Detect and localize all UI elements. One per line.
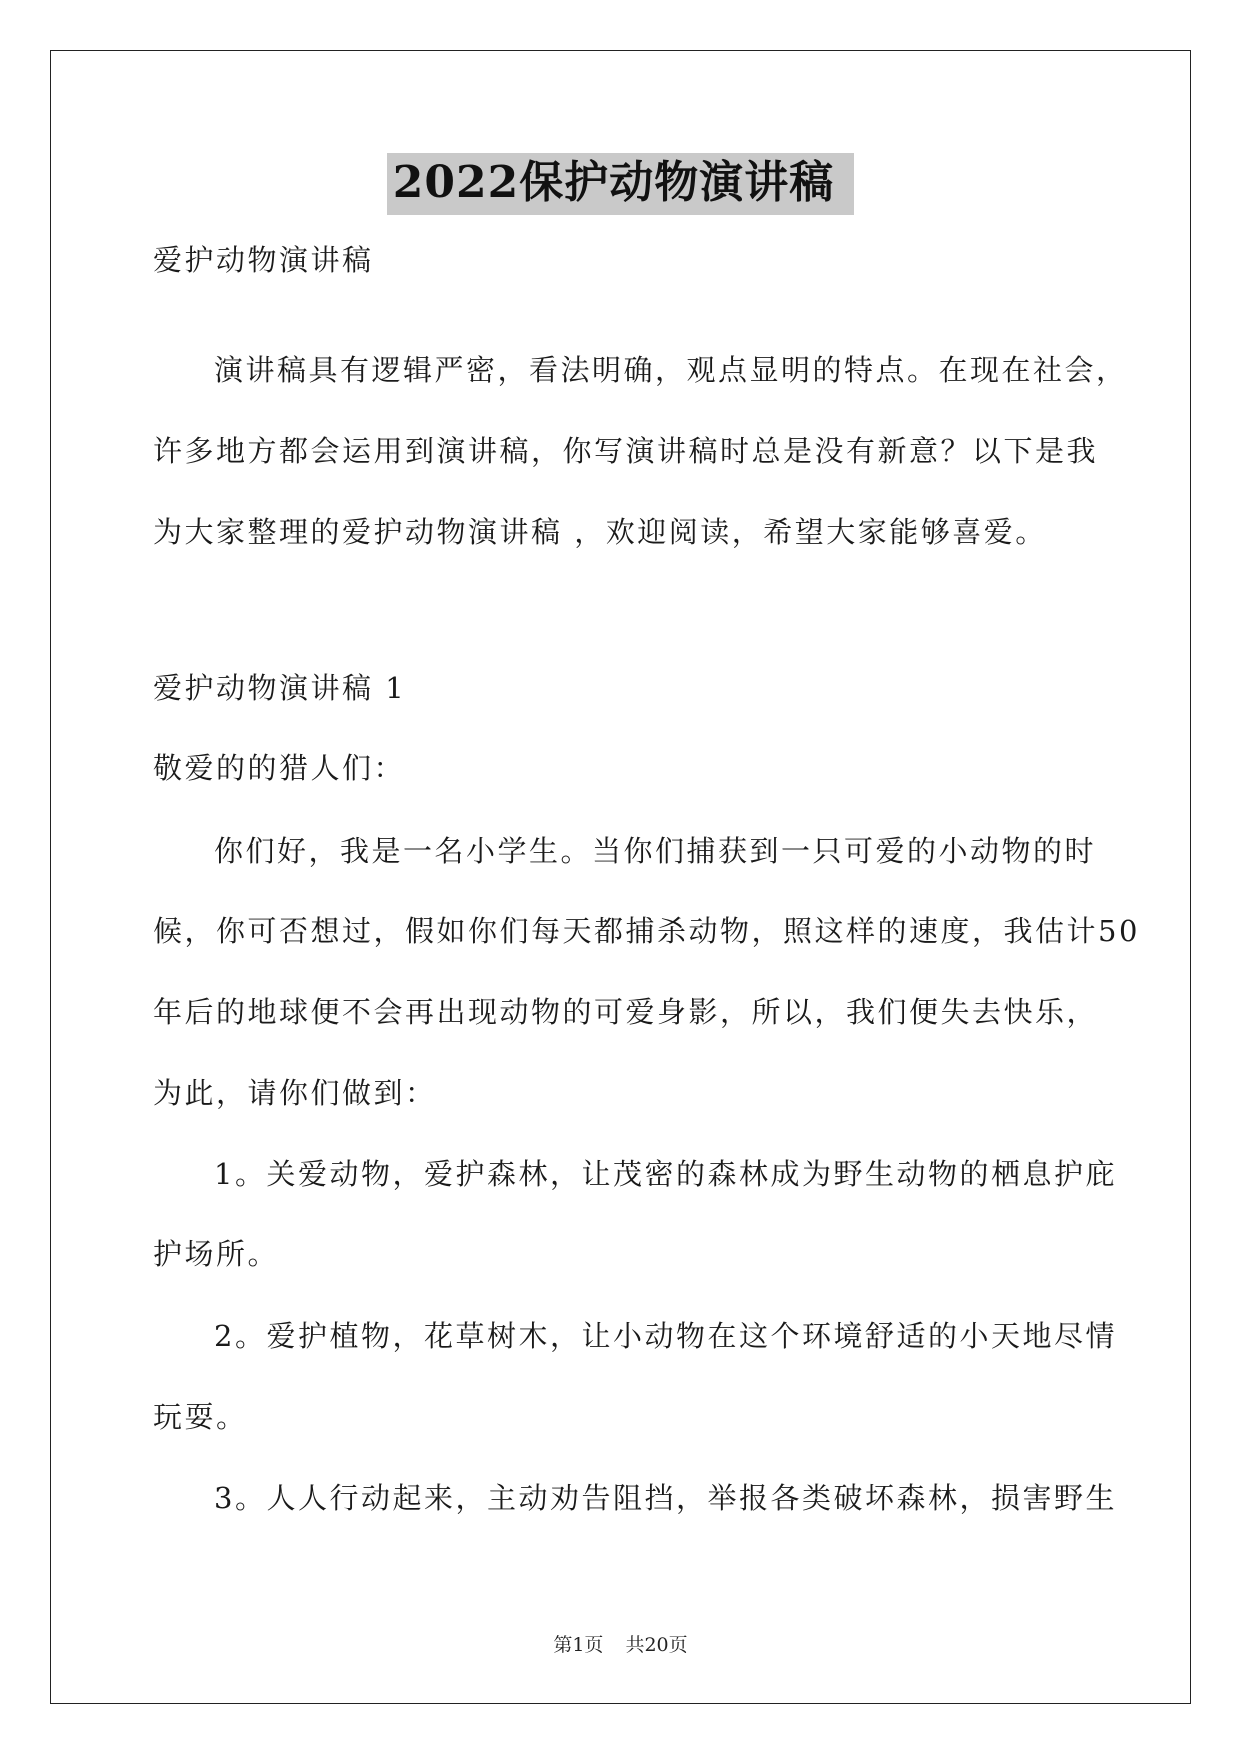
section-heading: 爱护动物演讲稿 [153,243,374,277]
section-heading: 爱护动物演讲稿 1 [153,671,407,705]
paragraph-line: 你们好，我是一名小学生。当你们捕获到一只可爱的小动物的时 [214,834,1097,868]
paragraph-line: 为此，请你们做到： [153,1076,437,1110]
page-footer [0,1630,1241,1657]
document-title: 2022保护动物演讲稿 [387,153,854,215]
page-border [50,50,1191,1704]
list-item-line: 2。爱护植物，花草树木，让小动物在这个环境舒适的小天地尽情 [214,1319,1117,1353]
page-total: 共20页 [625,1634,688,1656]
salutation: 敬爱的的猎人们： [153,751,406,785]
list-item-line: 护场所。 [153,1237,280,1271]
page-number: 第1页 [553,1634,604,1656]
list-item-line: 1。关爱动物，爱护森林，让茂密的森林成为野生动物的栖息护庇 [214,1157,1117,1191]
paragraph-line: 许多地方都会运用到演讲稿，你写演讲稿时总是没有新意？以下是我 [153,434,1099,468]
list-item-line: 玩耍。 [153,1400,248,1434]
list-item-line: 3。人人行动起来，主动劝告阻挡，举报各类破坏森林，损害野生 [214,1481,1117,1515]
paragraph-line: 为大家整理的爱护动物演讲稿 ，欢迎阅读，希望大家能够喜爱。 [153,515,1047,549]
paragraph-line: 演讲稿具有逻辑严密，看法明确，观点显明的特点。在现在社会， [214,353,1128,387]
paragraph-line: 候，你可否想过，假如你们每天都捕杀动物，照这样的速度，我估计50 [153,914,1140,948]
paragraph-line: 年后的地球便不会再出现动物的可爱身影，所以，我们便失去快乐， [153,995,1099,1029]
title-container [0,153,1241,215]
